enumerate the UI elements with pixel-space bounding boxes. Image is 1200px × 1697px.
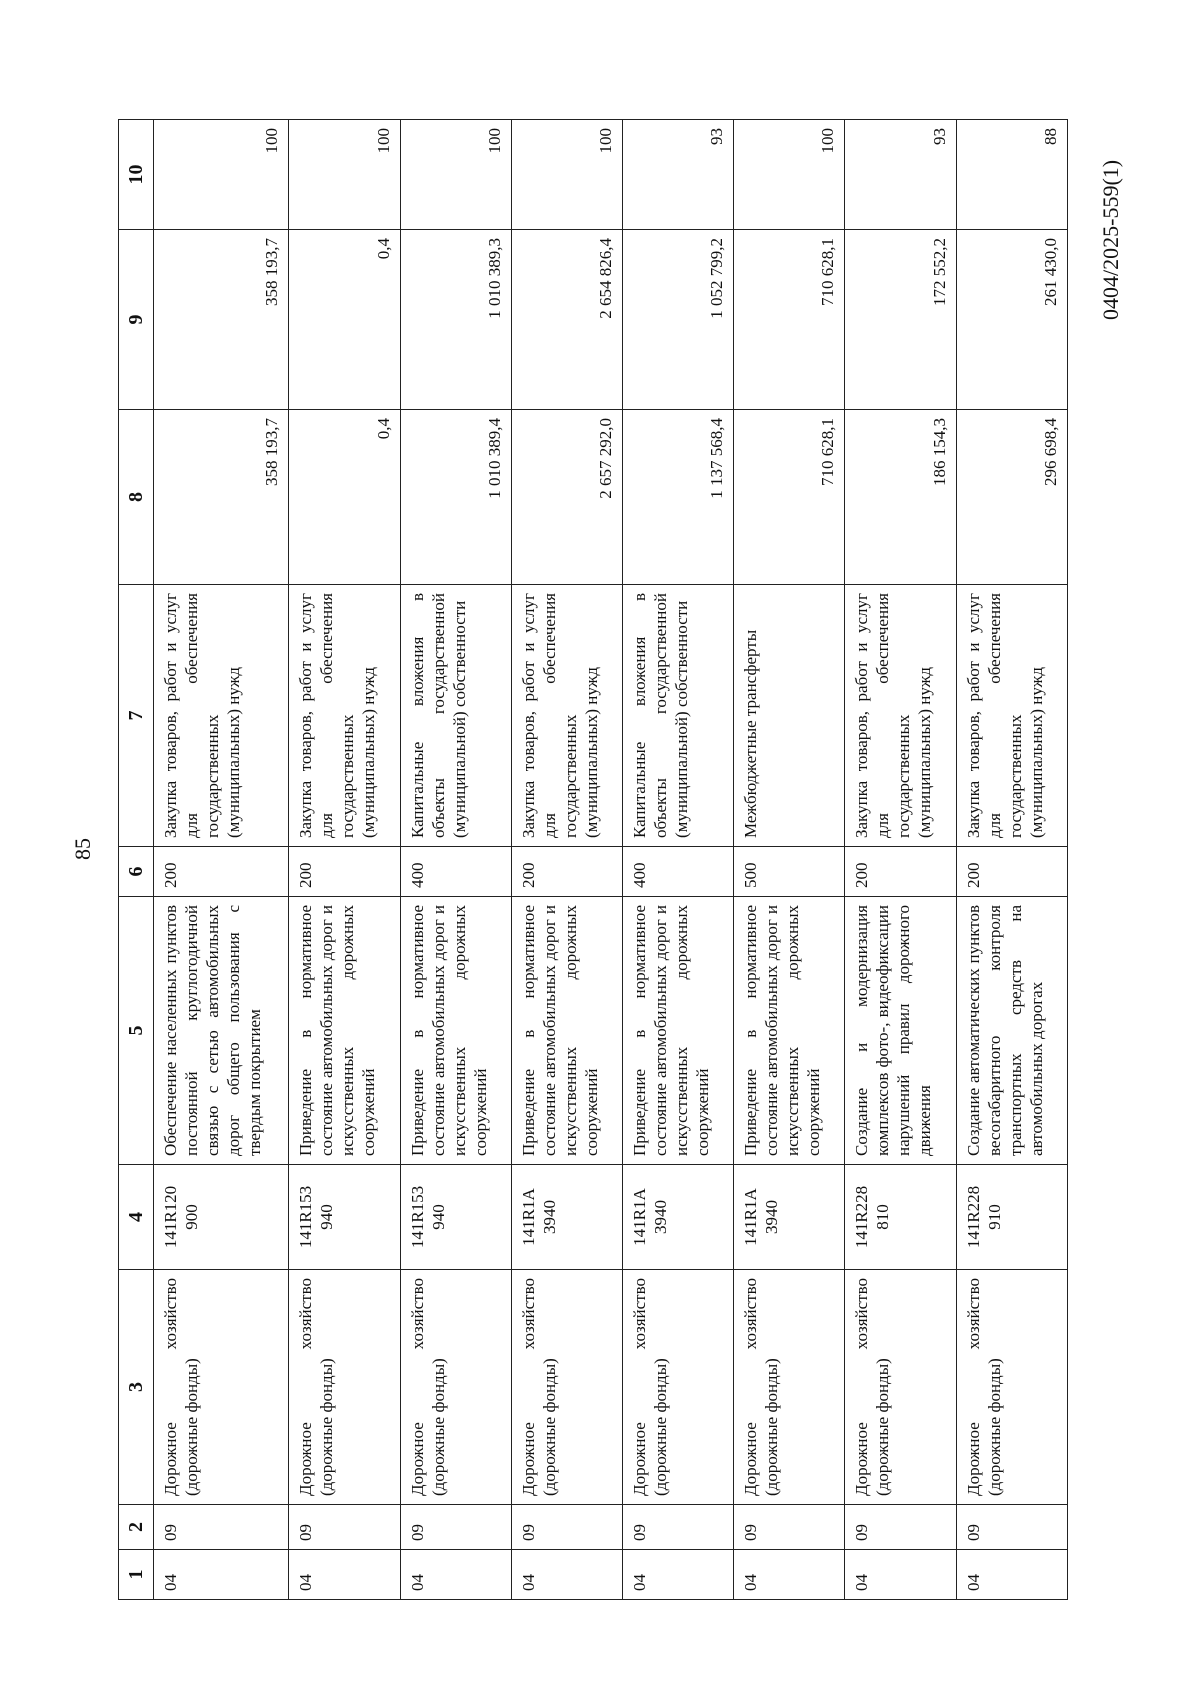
execution-percent-cell: 100 (400, 120, 511, 230)
table-row (623, 120, 734, 1600)
document-code: 0404/2025-559(1) (1098, 159, 1123, 320)
section-name-cell: Дорожное хозяйство (дорожные фонды) (400, 1270, 511, 1505)
target-article-code-cell: 141R120 900 (154, 1165, 289, 1270)
expense-type-name-cell: Закупка товаров, работ и услуг для обеспечения государственных (муниципальных) нужд (154, 585, 289, 847)
subsection-code-cell: 09 (623, 1505, 734, 1550)
target-article-name-cell: Обеспечение населенных пунктов постоянной круглогодичной связью с сетью автомобильных дорог общего пользования с твердым покрытием (154, 897, 289, 1165)
executed-amount-cell: 172 552,2 (845, 230, 956, 410)
execution-percent-cell: 100 (154, 120, 289, 230)
expense-type-name-cell: Межбюджетные трансферты (734, 585, 845, 847)
section-name-cell: Дорожное хозяйство (дорожные фонды) (845, 1270, 956, 1505)
planned-amount-cell: 186 154,3 (845, 410, 956, 585)
expense-type-code-cell: 500 (734, 847, 845, 897)
subsection-code-cell: 09 (154, 1505, 289, 1550)
column-header-10: 10 (119, 120, 154, 230)
column-header-7: 7 (119, 585, 154, 847)
section-name-cell: Дорожное хозяйство (дорожные фонды) (623, 1270, 734, 1505)
executed-amount-cell: 1 010 389,3 (400, 230, 511, 410)
section-name-cell: Дорожное хозяйство (дорожные фонды) (154, 1270, 289, 1505)
table-body (154, 120, 1068, 1600)
subsection-code-cell: 09 (289, 1505, 400, 1550)
section-name-cell: Дорожное хозяйство (дорожные фонды) (956, 1270, 1067, 1505)
table-row (956, 120, 1067, 1600)
expense-type-code-cell: 200 (154, 847, 289, 897)
section-code-cell: 04 (289, 1550, 400, 1600)
section-name-cell: Дорожное хозяйство (дорожные фонды) (289, 1270, 400, 1505)
target-article-name-cell: Создание автоматических пунктов весогабаритного контроля транспортных средств на автомобильных дорогах (956, 897, 1067, 1165)
subsection-code-cell: 09 (845, 1505, 956, 1550)
budget-table (118, 119, 1068, 1600)
column-header-5: 5 (119, 897, 154, 1165)
table-row (289, 120, 400, 1600)
expense-type-code-cell: 400 (400, 847, 511, 897)
table-row (154, 120, 289, 1600)
planned-amount-cell: 0,4 (289, 410, 400, 585)
target-article-code-cell: 141R1A 3940 (511, 1165, 622, 1270)
execution-percent-cell: 93 (623, 120, 734, 230)
target-article-name-cell: Приведение в нормативное состояние автомобильных дорог и искусственных дорожных сооружений (623, 897, 734, 1165)
table-row (734, 120, 845, 1600)
column-header-6: 6 (119, 847, 154, 897)
expense-type-code-cell: 200 (289, 847, 400, 897)
expense-type-code-cell: 200 (511, 847, 622, 897)
column-header-3: 3 (119, 1270, 154, 1505)
column-header-2: 2 (119, 1505, 154, 1550)
target-article-code-cell: 141R228 910 (956, 1165, 1067, 1270)
section-name-cell: Дорожное хозяйство (дорожные фонды) (511, 1270, 622, 1505)
executed-amount-cell: 710 628,1 (734, 230, 845, 410)
executed-amount-cell: 261 430,0 (956, 230, 1067, 410)
table-row (845, 120, 956, 1600)
subsection-code-cell: 09 (400, 1505, 511, 1550)
target-article-code-cell: 141R153 940 (289, 1165, 400, 1270)
expense-type-name-cell: Закупка товаров, работ и услуг для обеспечения государственных (муниципальных) нужд (845, 585, 956, 847)
planned-amount-cell: 1 137 568,4 (623, 410, 734, 585)
column-header-1: 1 (119, 1550, 154, 1600)
executed-amount-cell: 0,4 (289, 230, 400, 410)
target-article-code-cell: 141R228 810 (845, 1165, 956, 1270)
target-article-code-cell: 141R1A 3940 (623, 1165, 734, 1270)
subsection-code-cell: 09 (956, 1505, 1067, 1550)
target-article-name-cell: Приведение в нормативное состояние автомобильных дорог и искусственных дорожных сооружений (289, 897, 400, 1165)
column-header-9: 9 (119, 230, 154, 410)
expense-type-code-cell: 200 (845, 847, 956, 897)
table-row (400, 120, 511, 1600)
target-article-code-cell: 141R153 940 (400, 1165, 511, 1270)
subsection-code-cell: 09 (511, 1505, 622, 1550)
subsection-code-cell: 09 (734, 1505, 845, 1550)
planned-amount-cell: 296 698,4 (956, 410, 1067, 585)
execution-percent-cell: 100 (734, 120, 845, 230)
planned-amount-cell: 1 010 389,4 (400, 410, 511, 585)
target-article-name-cell: Приведение в нормативное состояние автомобильных дорог и искусственных дорожных сооружений (400, 897, 511, 1165)
expense-type-code-cell: 200 (956, 847, 1067, 897)
expense-type-name-cell: Капитальные вложения в объекты государственной (муниципальной) собственности (623, 585, 734, 847)
execution-percent-cell: 100 (511, 120, 622, 230)
column-header-8: 8 (119, 410, 154, 585)
execution-percent-cell: 93 (845, 120, 956, 230)
expense-type-name-cell: Закупка товаров, работ и услуг для обеспечения государственных (муниципальных) нужд (289, 585, 400, 847)
target-article-code-cell: 141R1A 3940 (734, 1165, 845, 1270)
execution-percent-cell: 100 (289, 120, 400, 230)
execution-percent-cell: 88 (956, 120, 1067, 230)
table-header (119, 120, 154, 1600)
planned-amount-cell: 2 657 292,0 (511, 410, 622, 585)
section-code-cell: 04 (623, 1550, 734, 1600)
header-row (119, 120, 154, 1600)
expense-type-name-cell: Закупка товаров, работ и услуг для обеспечения государственных (муниципальных) нужд (956, 585, 1067, 847)
budget-table-container (118, 120, 1068, 1600)
expense-type-name-cell: Капитальные вложения в объекты государственной (муниципальной) собственности (400, 585, 511, 847)
section-code-cell: 04 (154, 1550, 289, 1600)
planned-amount-cell: 358 193,7 (154, 410, 289, 585)
target-article-name-cell: Приведение в нормативное состояние автомобильных дорог и искусственных дорожных сооружений (734, 897, 845, 1165)
section-name-cell: Дорожное хозяйство (дорожные фонды) (734, 1270, 845, 1505)
expense-type-code-cell: 400 (623, 847, 734, 897)
column-header-4: 4 (119, 1165, 154, 1270)
section-code-cell: 04 (400, 1550, 511, 1600)
section-code-cell: 04 (845, 1550, 956, 1600)
executed-amount-cell: 1 052 799,2 (623, 230, 734, 410)
target-article-name-cell: Приведение в нормативное состояние автомобильных дорог и искусственных дорожных сооружений (511, 897, 622, 1165)
expense-type-name-cell: Закупка товаров, работ и услуг для обеспечения государственных (муниципальных) нужд (511, 585, 622, 847)
section-code-cell: 04 (511, 1550, 622, 1600)
page-number: 85 (70, 838, 95, 860)
executed-amount-cell: 2 654 826,4 (511, 230, 622, 410)
table-row (511, 120, 622, 1600)
executed-amount-cell: 358 193,7 (154, 230, 289, 410)
planned-amount-cell: 710 628,1 (734, 410, 845, 585)
target-article-name-cell: Создание и модернизация комплексов фото-, видеофиксации нарушений правил дорожного движения (845, 897, 956, 1165)
section-code-cell: 04 (734, 1550, 845, 1600)
section-code-cell: 04 (956, 1550, 1067, 1600)
